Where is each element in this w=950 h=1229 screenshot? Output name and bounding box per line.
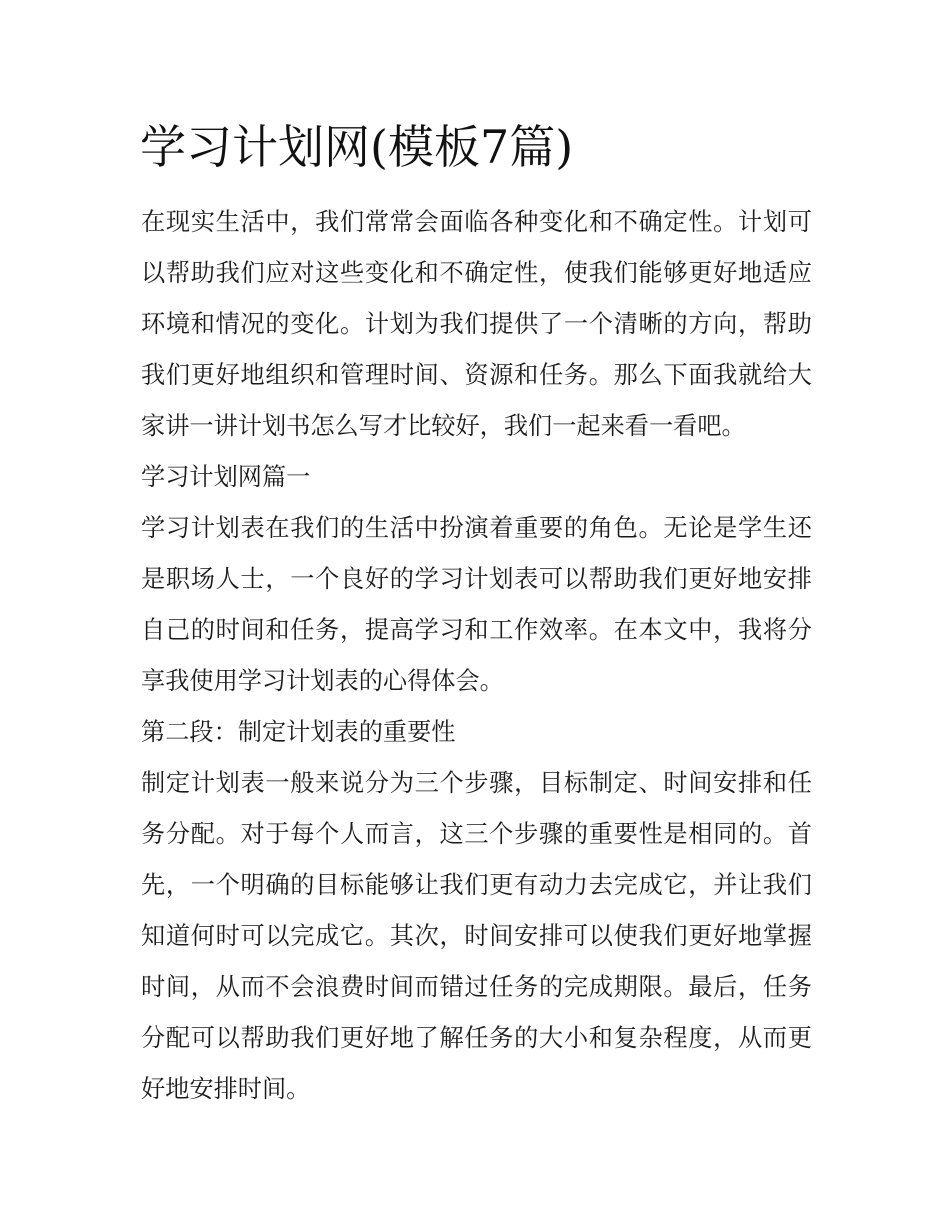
- section-heading: 学习计划网篇一: [141, 463, 311, 491]
- section-subheading: 第二段：制定计划表的重要性: [141, 718, 456, 746]
- document-title: 学习计划网(模板7篇): [140, 120, 574, 174]
- section-paragraph: 学习计划表在我们的生活中扮演着重要的角色。无论是学生还是职场人士，一个良好的学习计划表可以帮助我们更好地安排自己的时间和任务，提高学习和工作效率。在本文中，我将分享我使用学习计划表的心得体会。: [141, 514, 812, 695]
- document-body: [141, 197, 812, 1115]
- intro-paragraph: 在现实生活中，我们常常会面临各种变化和不确定性。计划可以帮助我们应对这些变化和不确定性，使我们能够更好地适应环境和情况的变化。计划为我们提供了一个清晰的方向，帮助我们更好地组织和管理时间、资源和任务。那么下面我就给大家讲一讲计划书怎么写才比较好，我们一起来看一看吧。: [141, 208, 812, 440]
- section-paragraph: 制定计划表一般来说分为三个步骤，目标制定、时间安排和任务分配。对于每个人而言，这三个步骤的重要性是相同的。首先，一个明确的目标能够让我们更有动力去完成它，并让我们知道何时可以完成它。其次，时间安排可以使我们更好地掌握时间，从而不会浪费时间而错过任务的完成期限。最后，任务分配可以帮助我们更好地了解任务的大小和复杂程度，从而更好地安排时间。: [141, 769, 812, 1103]
